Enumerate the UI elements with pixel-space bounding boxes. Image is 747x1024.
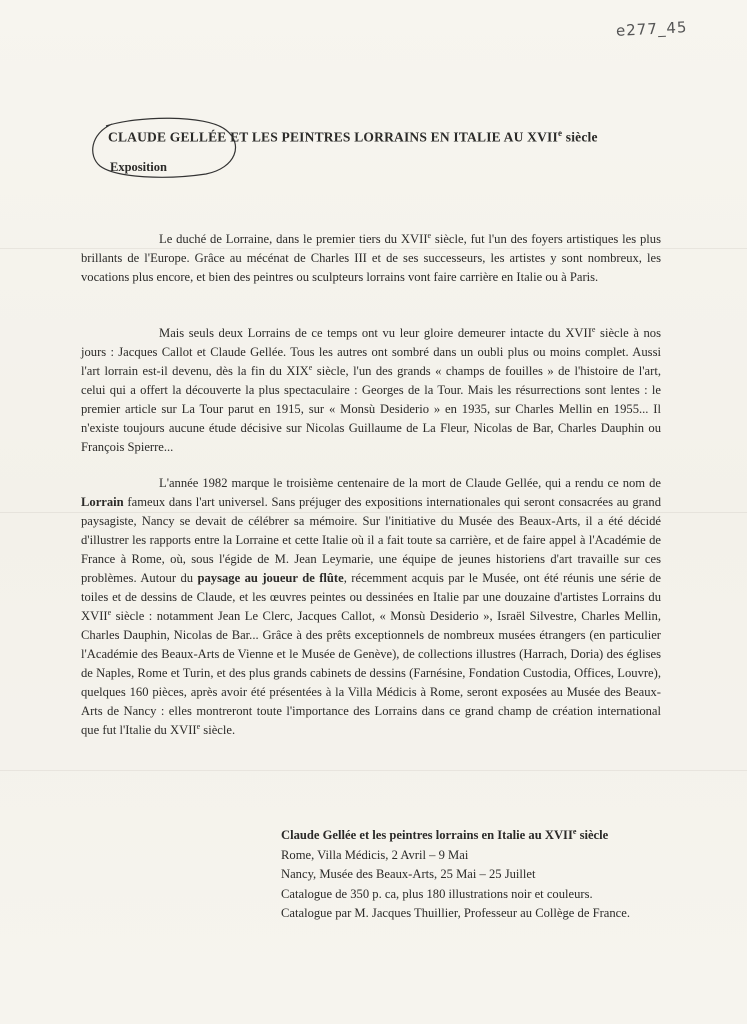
superscript: e: [107, 607, 112, 617]
title-superscript: e: [557, 128, 563, 138]
exhibition-venue-nancy: Nancy, Musée des Beaux-Arts, 25 Mai – 25 Juillet: [281, 867, 536, 881]
exhibition-details: [281, 826, 701, 924]
bold-text: paysage au joueur de flûte: [197, 571, 344, 585]
exhibition-title-text: Claude Gellée et les peintres lorrains en Italie au XVII: [281, 828, 573, 842]
exhibition-title-suffix: siècle: [576, 828, 609, 842]
title-circled-name: CLAUDE GELLÉE: [108, 129, 227, 145]
superscript: e: [591, 324, 596, 334]
paragraph-3: [81, 474, 661, 740]
exhibition-venue-rome: Rome, Villa Médicis, 2 Avril – 9 Mai: [281, 847, 469, 862]
paragraph-text: L'année 1982 marque le troisième centenaire de la mort de Claude Gellée, qui a rendu ce nom de: [159, 476, 661, 490]
paragraph-2: [81, 324, 661, 457]
catalogue-info: Catalogue de 350 p. ca, plus 180 illustrations noir et couleurs.: [281, 886, 593, 901]
paragraph-text: siècle.: [200, 723, 236, 737]
document-subtitle: Exposition: [110, 160, 167, 174]
superscript: e: [308, 362, 313, 372]
exhibition-title: [281, 826, 701, 846]
paper-fold-line: [0, 770, 747, 771]
paragraph-text: siècle à nos jours : Jacques Callot et Claude Gellée. Tous les autres ont sombré dans un oubli plus ou moins complet. Aussi l'art lorrain est-il devenu, dès la fin du XIX: [81, 326, 662, 378]
superscript: e: [427, 230, 432, 240]
paragraph-text: siècle, fut l'un des foyers artistiques les plus brillants de l'Europe. Grâce au mécénat de Charles III et de ses successeurs, les artistes y sont nombreux, les vocations plus encore, et bien des peintres ou sculpteurs lorrains vont faire carrière en Italie ou à Paris.: [81, 232, 661, 284]
paragraph-text: Le duché de Lorraine, dans le premier tiers du XVII: [159, 232, 428, 246]
paragraph-text: fameux dans l'art universel. Sans préjuger des expositions internationales qui seront consacrées au grand paysagiste, Nancy se devait de célébrer sa mémoire. Sur l'initiative du Musée des Beaux-Arts, il a été décidé d'illustrer les rapports entre la Lorraine et cette Italie où il a fait toute sa carrière, et de faire appel à l'Académie de France à Rome, où, sous l'égide de M. Jean Leymarie, une équipe de jeunes historiens d'art travaille sur ces problèmes. Autour du: [81, 495, 661, 585]
document-title: [108, 128, 598, 146]
paragraph-1: [81, 230, 661, 287]
superscript: e: [572, 826, 577, 836]
title-suffix: siècle: [562, 129, 598, 145]
catalogue-author: Catalogue par M. Jacques Thuillier, Professeur au Collège de France.: [281, 906, 630, 920]
bold-text: Lorrain: [81, 495, 124, 509]
paragraph-text: , récemment acquis par le Musée, ont été réunis une série de toiles et de dessins de Claude, et les œuvres peintes ou dessinées en Italie par une douzaine d'artistes Lorrains du XVII: [81, 571, 661, 623]
paragraph-text: siècle : notamment Jean Le Clerc, Jacques Callot, « Monsù Desiderio », Israël Silvestre, Charles Mellin, Charles Dauphin, Nicolas de Bar... Grâce à des prêts exceptionnels de nombreux musées étrangers (en particulier l'Académie des Beaux-Arts de Vienne et le Musée de Genève), de collections illustres (Harrach, Doria) des églises de Naples, Rome et Turin, et des plus grands cabinets de dessins (Farnésine, Fondation Custodia, Offices, Louvre), quelques 160 pièces, après avoir été présentées à la Villa Médicis à Rome, seront exposées au Musée des Beaux-Arts de Nancy : elles montreront toute l'importance des Lorrains dans ce grand champ de création international que fut l'Italie du XVII: [81, 609, 661, 737]
paragraph-text: Mais seuls deux Lorrains de ce temps ont vu leur gloire demeurer intacte du XVII: [159, 326, 592, 340]
superscript: e: [196, 721, 201, 731]
paragraph-text: siècle, l'un des grands « champs de fouilles » de l'histoire de l'art, celui qui a offert la découverte la plus spectaculaire : Georges de la Tour. Mais les résurrections sont lentes : le premier article sur La Tour parut en 1915, sur « Monsù Desiderio » en 1935, sur Charles Mellin en 1955... Il n'existe toujours aucune étude décisive sur Nicolas Guillaume de La Fleur, Nicolas de Bar, Charles Dauphin ou François Spierre...: [81, 364, 661, 454]
title-rest: ET LES PEINTRES LORRAINS EN ITALIE AU XVII: [226, 129, 558, 145]
handwritten-annotation: e277_45: [615, 18, 688, 40]
